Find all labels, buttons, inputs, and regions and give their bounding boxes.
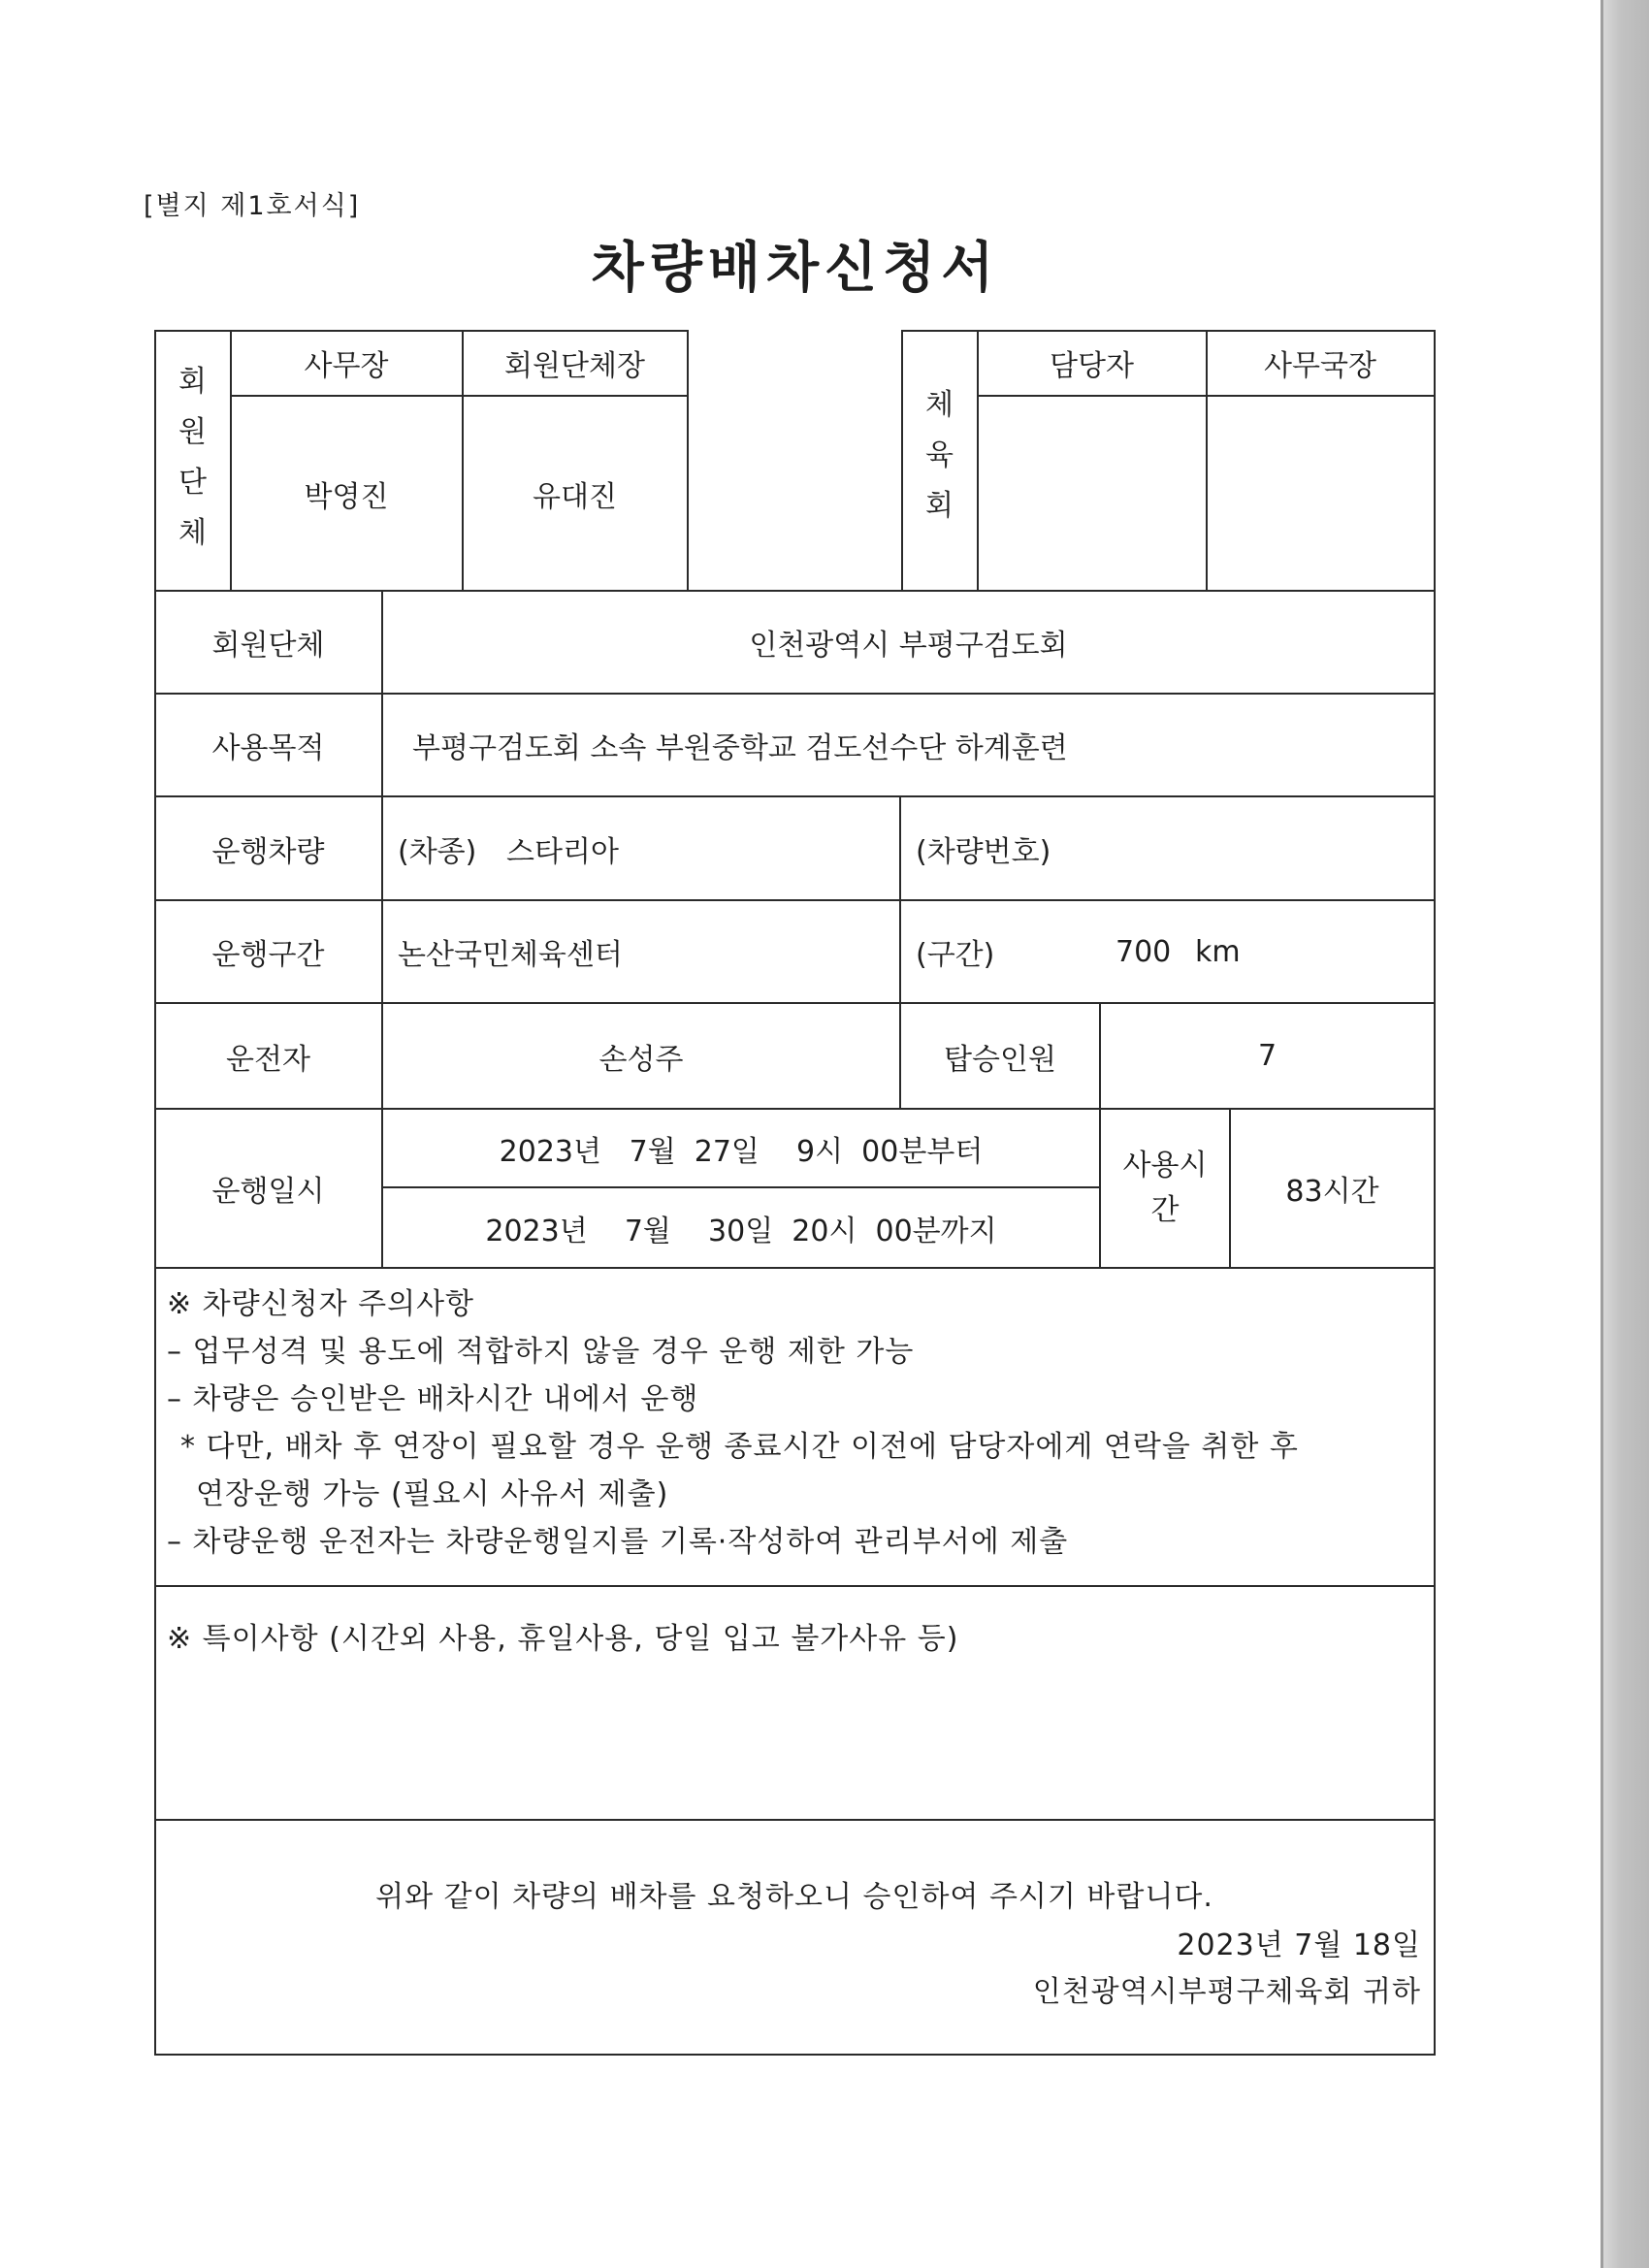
form-code: [별지 제1호서식] <box>144 191 361 221</box>
side-char: 체 <box>925 388 954 422</box>
special-heading: ※ 특이사항 (시간외 사용, 휴일사용, 당일 입고 불가사유 등) <box>167 1622 959 1656</box>
distance-unit: km <box>1195 934 1241 969</box>
vehicle-type-value: 스타리아 <box>506 834 619 869</box>
distance-value: 700 <box>1116 934 1172 969</box>
request-date: 2023년 7월 18일 <box>1177 1928 1421 1962</box>
scan-edge <box>1602 0 1649 2268</box>
note-item: 연장운행 가능 (필요시 사유서 제출) <box>196 1477 669 1511</box>
distance-label: (구간) <box>916 938 995 972</box>
request-statement: 위와 같이 차량의 배차를 요청하오니 승인하여 주시기 바랍니다. <box>375 1880 1213 1914</box>
sports-side-label <box>902 383 977 529</box>
vehicle-number-label: (차량번호) <box>916 834 1051 869</box>
side-char: 체 <box>178 516 207 550</box>
label-route: 운행구간 <box>211 938 325 972</box>
notes-heading: ※ 차량신청자 주의사항 <box>167 1287 475 1321</box>
side-char: 회 <box>925 489 954 523</box>
side-char: 회 <box>178 365 207 399</box>
header-manager: 담당자 <box>1050 349 1134 383</box>
note-item: – 차량은 승인받은 배차시간 내에서 운행 <box>167 1382 699 1416</box>
label-member-org: 회원단체 <box>211 629 325 663</box>
header-org-head: 회원단체장 <box>504 349 645 383</box>
label-driver: 운전자 <box>226 1042 310 1077</box>
usage-label-line1: 사용시 <box>1122 1149 1208 1183</box>
value-purpose: 부평구검도회 소속 부원중학교 검도선수단 하계훈련 <box>412 731 1068 765</box>
label-usage-time <box>1101 1110 1229 1267</box>
note-item: – 차량운행 운전자는 차량운행일지를 기록·작성하여 관리부서에 제출 <box>167 1525 1069 1559</box>
member-side-label <box>155 361 230 555</box>
value-member-org: 인천광역시 부평구검도회 <box>749 629 1068 663</box>
value-driver: 손성주 <box>598 1042 684 1077</box>
vehicle-type-label: (차종) <box>398 834 477 869</box>
page-title: 차량배차신청서 <box>591 237 1000 300</box>
label-purpose: 사용목적 <box>211 731 325 765</box>
side-char: 육 <box>925 438 954 472</box>
value-usage-time: 83시간 <box>1285 1175 1379 1209</box>
value-route: 논산국민체육센터 <box>398 938 623 972</box>
scan-edge-line <box>1600 0 1603 2268</box>
usage-label-line2: 간 <box>1150 1193 1180 1227</box>
label-vehicle: 운행차량 <box>211 834 325 869</box>
note-item: * 다만, 배차 후 연장이 필요할 경우 운행 종료시간 이전에 담당자에게 연락을 취한 후 <box>180 1430 1299 1464</box>
name-secretary: 박영진 <box>304 480 389 514</box>
label-passengers: 탑승인원 <box>944 1042 1056 1077</box>
side-char: 원 <box>178 415 207 449</box>
schedule-start: 2023년 7월 27일 9시 00분부터 <box>499 1134 984 1169</box>
side-char: 단 <box>178 466 207 500</box>
schedule-end: 2023년 7월 30일 20시 00분까지 <box>485 1214 997 1248</box>
header-secretary: 사무장 <box>304 349 389 383</box>
notes-section <box>167 1280 1299 1566</box>
note-item: – 업무성격 및 용도에 적합하지 않을 경우 운행 제한 가능 <box>167 1335 915 1369</box>
header-secretary-general: 사무국장 <box>1264 349 1376 383</box>
name-org-head: 유대진 <box>533 480 617 514</box>
label-schedule: 운행일시 <box>211 1175 325 1209</box>
request-recipient: 인천광역시부평구체육회 귀하 <box>1032 1975 1421 2009</box>
value-passengers: 7 <box>1257 1039 1277 1073</box>
